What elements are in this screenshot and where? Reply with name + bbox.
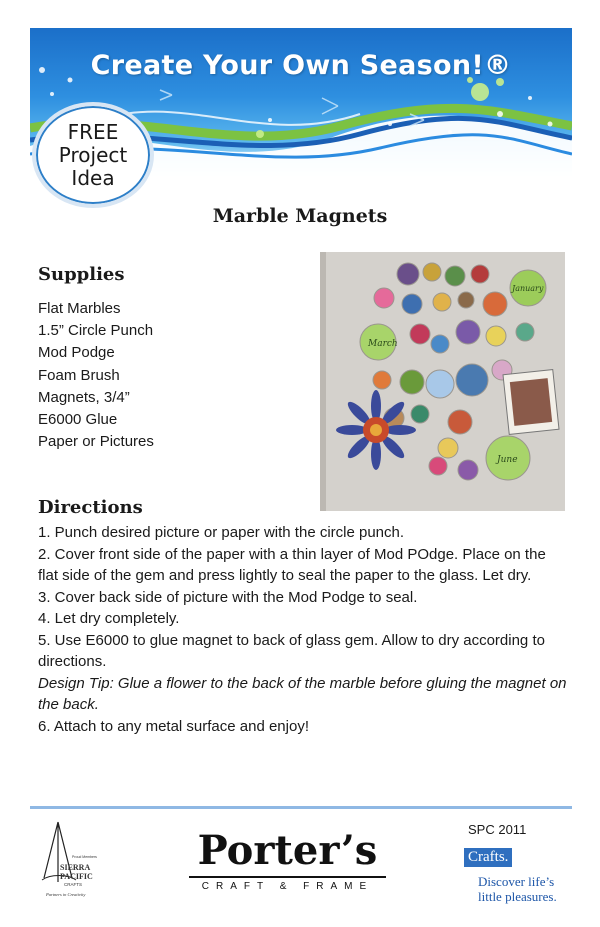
svg-text:Partners in Creativity: Partners in Creativity [46,892,86,897]
spc-code: SPC 2011 [468,822,527,837]
magnets-illustration [320,252,565,511]
marble-magnets-photo [320,252,565,511]
magnet-label-march: March [368,339,398,349]
svg-text:PACIFIC: PACIFIC [60,872,93,881]
free-project-badge [32,102,154,208]
crafts-slogan: Discover life’s little pleasures. [478,874,557,904]
design-tip: Design Tip: Glue a flower to the back of the marble before gluing the magnet on the back. [38,674,567,713]
supplies-heading: Supplies [38,264,125,285]
svg-text:CRAFTS: CRAFTS [64,882,82,887]
direction-step: 5. Use E6000 to glue magnet to back of glass gem. Allow to dry according to directions. [38,631,545,670]
banner-title: Create Your Own Season!® [90,50,512,81]
supply-item: Foam Brush [38,366,120,384]
supply-item: Mod Podge [38,344,115,362]
svg-text:Proud Members of: Proud Members of [72,855,98,859]
direction-step: 4. Let dry completely. [38,610,180,627]
supply-item: Magnets, 3/4” [38,388,130,406]
supplies-list [38,298,154,453]
badge-line-project: Project [58,142,128,167]
direction-step: 2. Cover front side of the paper with a thin layer of Mod POdge. Place on the flat side of the gem and press lightly to seal the paper to the glass. Let dry. [38,545,546,584]
magnet-label-june: June [497,455,518,465]
porters-logo [185,828,390,892]
supply-item: E6000 Glue [38,411,118,429]
porters-subtitle: CRAFT & FRAME [201,881,374,892]
badge-line-free: FREE [67,119,119,144]
directions-list [38,522,568,737]
badge-line-idea: Idea [71,165,115,190]
porters-rule [189,876,386,878]
porters-name: Porter’s [197,827,378,874]
page-title: Marble Magnets [212,205,388,227]
svg-text:SIERRA: SIERRA [60,863,91,872]
supply-item: 1.5” Circle Punch [38,322,154,340]
direction-step: 1. Punch desired picture or paper with the circle punch. [38,524,405,541]
footer-divider [30,806,572,809]
crafts-tag: Crafts. [464,848,512,867]
supply-item: Flat Marbles [38,300,121,317]
direction-step: 3. Cover back side of picture with the Mod Podge to seal. [38,588,418,606]
directions-heading: Directions [38,497,143,518]
direction-step: 6. Attach to any metal surface and enjoy! [38,717,309,735]
supply-item: Paper or Pictures [38,433,154,451]
sierra-pacific-crafts-mark [38,818,98,910]
magnet-label-january: January [512,284,544,293]
sierra-pacific-crafts-logo [38,818,98,910]
crafts-logo [464,848,560,916]
